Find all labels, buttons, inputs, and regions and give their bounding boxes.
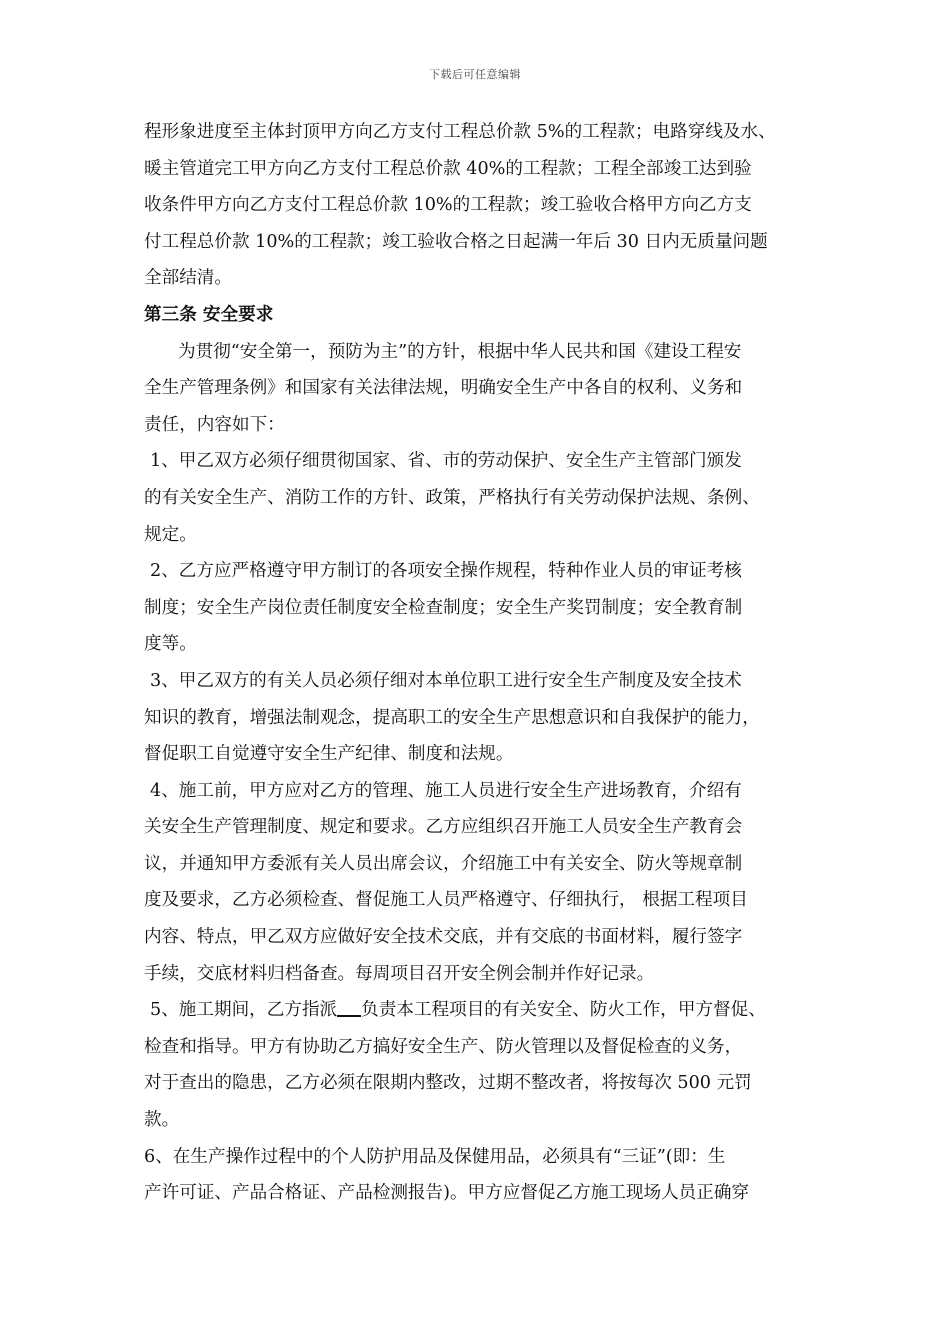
text-line: 2、乙方应严格遵守甲方制订的各项安全操作规程，特种作业人员的审证考核	[150, 561, 742, 582]
text-line: 程形象进度至主体封顶甲方向乙方支付工程总价款 5%的工程款；电路穿线及水、	[144, 122, 776, 142]
text-line: 产许可证、产品合格证、产品检测报告)。甲方应督促乙方施工现场人员正确穿	[144, 1183, 750, 1204]
text-line: 度等。	[144, 634, 197, 655]
text-line: 4、施工前，甲方应对乙方的管理、施工人员进行安全生产进场教育，介绍有	[150, 780, 742, 801]
text-line: 关安全生产管理制度、规定和要求。乙方应组织召开施工人员安全生产教育会	[144, 817, 743, 838]
text-line: 知识的教育，增强法制观念，提高职工的安全生产思想意识和自我保护的能力，	[144, 707, 760, 728]
text-line: 责任，内容如下：	[144, 414, 285, 435]
document-body	[144, 114, 824, 1212]
text-line: 手续，交底材料归档备查。每周项目召开安全例会制并作好记录。	[144, 963, 655, 984]
text-line: 议，并通知甲方委派有关人员出席会议，介绍施工中有关安全、防火等规章制	[144, 853, 743, 874]
text-line: 暖主管道完工甲方向乙方支付工程总价款 40%的工程款；工程全部竣工达到验	[144, 158, 752, 179]
page-header: 下载后可任意编辑	[429, 68, 521, 81]
text-line: 内容、特点，甲乙双方应做好安全技术交底，并有交底的书面材料，履行签字	[144, 927, 743, 948]
text-line: 的有关安全生产、消防工作的方针、政策，严格执行有关劳动保护法规、条例、	[144, 487, 760, 508]
text-line: 督促职工自觉遵守安全生产纪律、制度和法规。	[144, 744, 514, 765]
text-line: 付工程总价款 10%的工程款；竣工验收合格之日起满一年后 30 日内无质量问题	[144, 231, 768, 252]
text-line: 检查和指导。甲方有协助乙方搞好安全生产、防火管理以及督促检查的义务，	[144, 1036, 743, 1057]
text-line	[144, 992, 824, 1029]
text-line: 1、甲乙双方必须仔细贯彻国家、省、市的劳动保护、安全生产主管部门颁发	[150, 451, 742, 472]
text-line: 规定。	[144, 524, 197, 545]
text-line: 6、在生产操作过程中的个人防护用品及保健用品，必须具有“三证”(即：生	[144, 1146, 726, 1167]
text-line: 收条件甲方向乙方支付工程总价款 10%的工程款；竣工验收合格甲方向乙方支	[144, 195, 752, 216]
text-line: 对于查出的隐患，乙方必须在限期内整改，过期不整改者，将按每次 500 元罚	[144, 1073, 752, 1094]
text-line: 3、甲乙双方的有关人员必须仔细对本单位职工进行安全生产制度及安全技术	[150, 670, 742, 691]
text-line: 全生产管理条例》和国家有关法律法规，明确安全生产中各自的权利、义务和	[144, 378, 743, 399]
text-line: 度及要求，乙方必须检查、督促施工人员严格遵守、仔细执行， 根据工程项目	[144, 890, 748, 911]
section-heading: 第三条 安全要求	[144, 303, 274, 325]
text-segment: 5、施工期间，乙方指派	[150, 1000, 338, 1021]
text-line: 全部结清。	[144, 268, 232, 289]
text-line: 为贯彻“安全第一，预防为主”的方针，根据中华人民共和国《建设工程安	[178, 341, 742, 362]
text-line: 款。	[144, 1110, 180, 1131]
fill-in-blank[interactable]	[337, 997, 361, 1017]
text-line: 制度；安全生产岗位责任制度安全检查制度；安全生产奖罚制度；安全教育制	[144, 597, 743, 618]
text-segment: 负责本工程项目的有关安全、防火工作，甲方督促、	[361, 1000, 766, 1021]
